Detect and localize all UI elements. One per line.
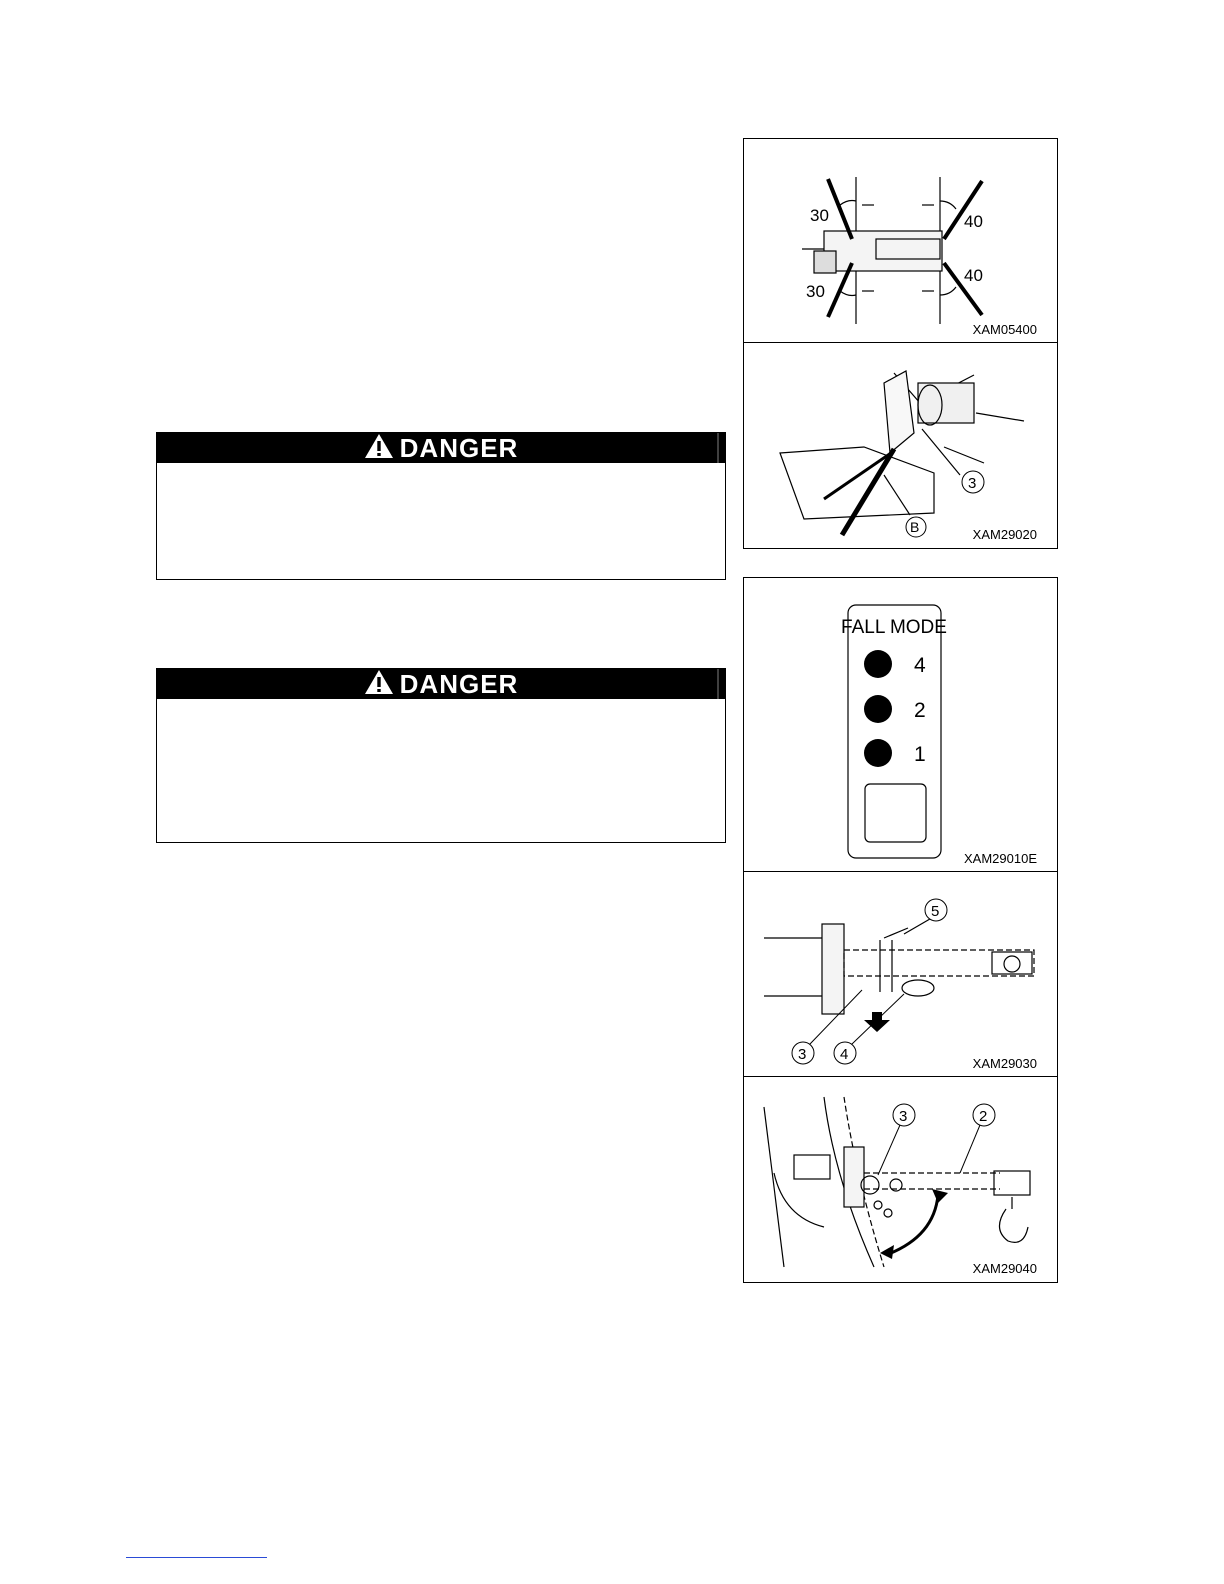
mode-indicator-lamp (864, 695, 892, 723)
danger-header (157, 433, 725, 463)
danger-signal-word: DANGER (399, 668, 519, 699)
danger-header (157, 669, 725, 699)
danger-notice-2 (156, 668, 726, 843)
mode-label: 2 (914, 699, 926, 722)
mode-label: 4 (914, 654, 926, 677)
footer-link-rule (126, 1557, 267, 1558)
callout-label: 5 (931, 903, 940, 920)
callout-label: 3 (798, 1046, 807, 1063)
callout-label: 2 (979, 1108, 988, 1125)
figure-code: XAM29020 (972, 527, 1037, 542)
mode-indicator-lamp (864, 739, 892, 767)
mode-switch-button (865, 784, 926, 842)
figure-boom-b (743, 342, 1058, 549)
mode-indicator-lamp (864, 650, 892, 678)
warning-triangle-icon (364, 433, 394, 464)
angle-label: 30 (810, 206, 829, 225)
mode-label: 1 (914, 743, 926, 766)
figure-code: XAM29010E (964, 851, 1037, 866)
danger-signal-word: DANGER (399, 432, 519, 463)
figure-fall-mode-panel (743, 577, 1058, 873)
angle-label: 40 (964, 212, 983, 231)
callout-label: B (910, 519, 920, 535)
callout-label: 4 (840, 1046, 849, 1063)
warning-triangle-icon (364, 669, 394, 700)
callout-label: 3 (968, 475, 977, 492)
figure-hook-angle (743, 1076, 1058, 1283)
danger-notice-1 (156, 432, 726, 580)
angle-label: 40 (964, 266, 983, 285)
callout-label: 3 (899, 1108, 908, 1125)
angle-label: 30 (806, 282, 825, 301)
figure-code: XAM29030 (972, 1056, 1037, 1071)
figure-code: XAM05400 (972, 322, 1037, 337)
figure-outrigger-angles (743, 138, 1058, 344)
figure-jib-pin (743, 871, 1058, 1078)
panel-title: FALL MODE (841, 617, 947, 638)
figure-code: XAM29040 (972, 1261, 1037, 1276)
